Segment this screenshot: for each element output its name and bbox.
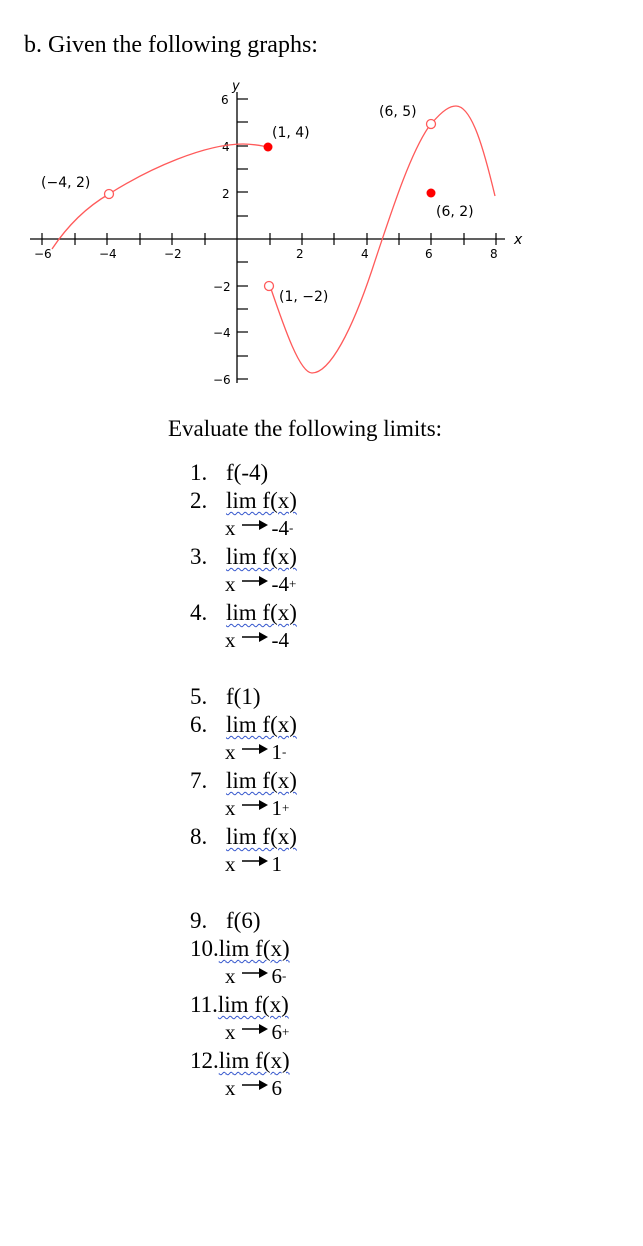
question-item: 8. lim f(x) (190, 824, 297, 849)
y-tick-label: 6 (221, 93, 229, 107)
question-item: 6. lim f(x) (190, 712, 297, 737)
arrow-right-icon (242, 576, 270, 586)
y-tick-label: 2 (222, 187, 230, 201)
question-item: 7. lim f(x) (190, 768, 297, 793)
function-graph (0, 0, 643, 400)
question-item: 3. lim f(x) (190, 544, 297, 569)
arrow-right-icon (242, 744, 270, 754)
open-point-6-5 (427, 120, 436, 129)
question-item: 11.lim f(x) (190, 992, 289, 1017)
curve-middle-branch (270, 125, 430, 373)
question-item: 9. f(6) (190, 908, 261, 933)
y-tick-label: 4 (222, 140, 230, 154)
approach-line: x 6 (225, 1076, 282, 1100)
x-tick-label: −2 (164, 247, 182, 261)
point-label: (1, 4) (272, 125, 310, 141)
approach-line: x 1- (225, 740, 287, 764)
x-tick-label: 2 (296, 247, 304, 261)
arrow-right-icon (242, 968, 270, 978)
question-item: 4. lim f(x) (190, 600, 297, 625)
approach-line: x -4- (225, 516, 294, 540)
problem-heading: b. Given the following graphs: (24, 32, 318, 58)
approach-line: x -4+ (225, 572, 297, 596)
approach-line: x 1 (225, 852, 282, 876)
filled-point-1-4 (264, 143, 273, 152)
point-label: (6, 2) (436, 204, 474, 220)
limits-title: Evaluate the following limits: (168, 416, 443, 441)
x-tick-label: −4 (99, 247, 117, 261)
y-axis-label: y (232, 79, 240, 94)
y-tick-label: −4 (213, 326, 231, 340)
question-item: 10.lim f(x) (190, 936, 290, 961)
y-tick-label: −2 (213, 280, 231, 294)
x-tick-label: 8 (490, 247, 498, 261)
arrow-right-icon (242, 520, 270, 530)
point-label: (−4, 2) (41, 175, 91, 191)
point-label: (6, 5) (379, 104, 417, 120)
arrow-right-icon (242, 856, 270, 866)
arrow-right-icon (242, 632, 270, 642)
x-tick-label: −6 (34, 247, 52, 261)
arrow-right-icon (242, 1080, 270, 1090)
filled-point-6-2 (427, 189, 436, 198)
x-tick-label: 6 (425, 247, 433, 261)
question-item: 5. f(1) (190, 684, 261, 709)
approach-line: x 1+ (225, 796, 290, 820)
point-label: (1, −2) (279, 289, 329, 305)
x-axis-label: x (514, 232, 523, 248)
open-point-neg4-2 (105, 190, 114, 199)
arrow-right-icon (242, 800, 270, 810)
x-tick-label: 4 (361, 247, 369, 261)
question-item: 12.lim f(x) (190, 1048, 290, 1073)
curve-left-branch (52, 144, 268, 249)
approach-line: x 6- (225, 964, 287, 988)
approach-line: x 6+ (225, 1020, 290, 1044)
question-item: 1. f(-4) (190, 460, 269, 485)
approach-line: x -4 (225, 628, 289, 652)
open-point-1-neg2 (265, 282, 274, 291)
question-item: 2. lim f(x) (190, 488, 297, 513)
arrow-right-icon (242, 1024, 270, 1034)
curve-right-branch (432, 106, 495, 196)
y-tick-label: −6 (213, 373, 231, 387)
